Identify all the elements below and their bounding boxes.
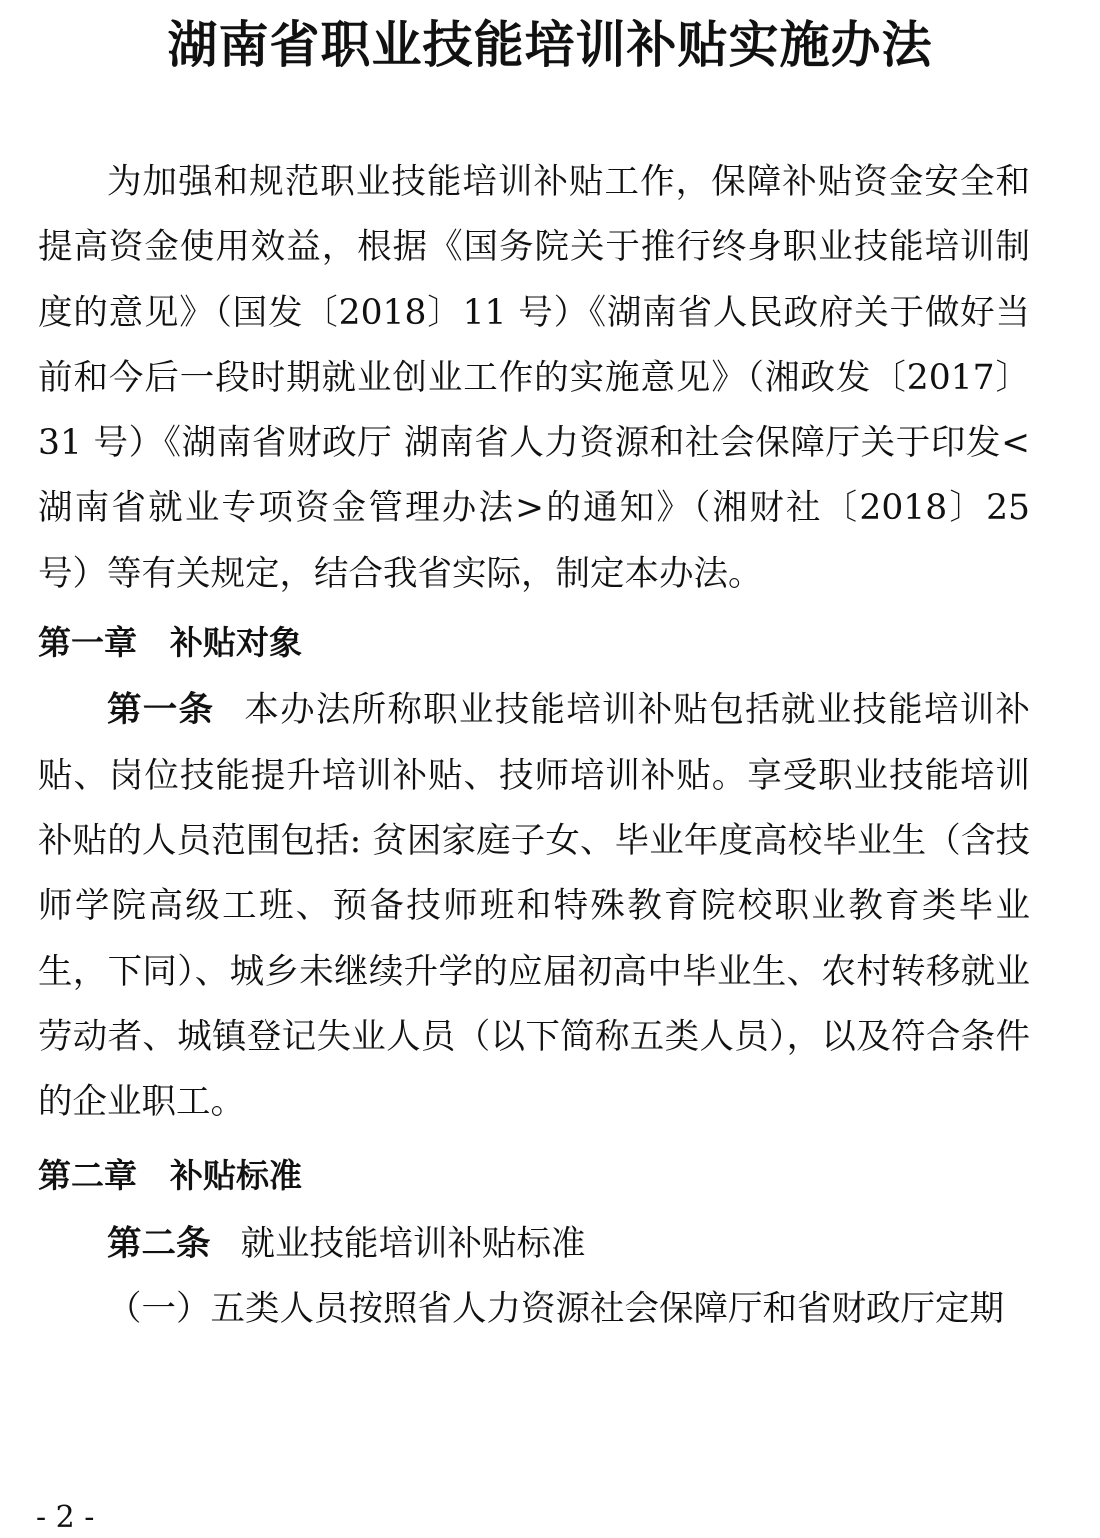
chapter-heading-2: 第二章 补贴标准 [38,1156,302,1196]
chapter-heading-1: 第一章 补贴对象 [38,623,302,663]
article-1 [38,678,1030,1135]
article-2-label: 第二条 [107,1223,211,1264]
article-2-heading: 就业技能培训补贴标准 [240,1223,586,1264]
article-2 [38,1212,1030,1277]
document-title: 湖南省职业技能培训补贴实施办法 [167,15,933,74]
article-1-text: 本办法所称职业技能培训补贴包括就业技能培训补贴、岗位技能提升培训补贴、技师培训补贴。享受职业技能培训补贴的人员范围包括: 贫困家庭子女、毕业年度高校毕业生（含技师学院高级工班、预备技师班和特殊教育院校职业教育类毕业生，下同）、城乡未继续升学的应届初高中毕业生、农村转移就业劳动者、城镇登记失业人员（以下简称五类人员），以及符合条件的企业职工。 [38,690,1030,1123]
article-1-label: 第一条 [107,690,215,731]
document-body [38,150,1030,1342]
page-number: - 2 - [36,1500,95,1535]
article-2-item-1: （一）五类人员按照省人力资源社会保障厅和省财政厅定期 [107,1289,1004,1330]
preamble-paragraph: 为加强和规范职业技能培训补贴工作，保障补贴资金安全和提高资金使用效益，根据《国务院关于推行终身职业技能培训制度的意见》（国发〔2018〕11 号）《湖南省人民政府关于做好当前和今后一段时期就业创业工作的实施意见》（湘政发〔2017〕31 号）《湖南省财政厅 湖南省人力资源和社会保障厅关于印发<湖南省就业专项资金管理办法>的通知》（湘财社〔2018〕25 号）等有关规定，结合我省实际，制定本办法。 [38,162,1030,594]
